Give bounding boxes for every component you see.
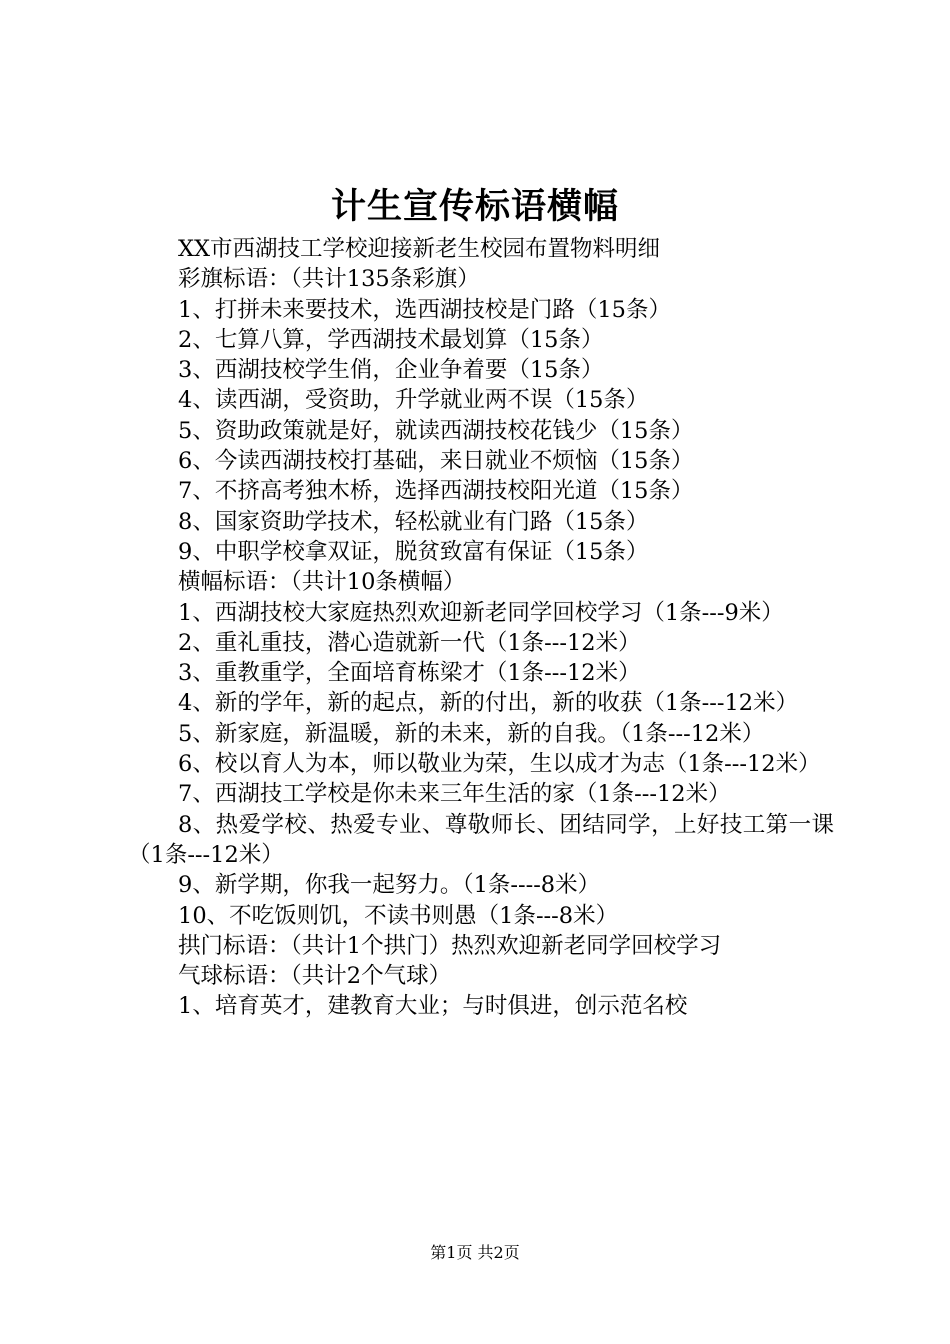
banner-item: 8、热爱学校、热爱专业、尊敬师长、团结同学，上好技工第一课（1条---12米）: [128, 811, 834, 868]
banner-item: 4、新的学年，新的起点，新的付出，新的收获（1条---12米）: [178, 690, 799, 717]
flag-item: 7、不挤高考独木桥，选择西湖技校阳光道（15条）: [178, 478, 694, 505]
banner-item: 6、校以育人为本，师以敬业为荣，生以成才为志（1条---12米）: [178, 751, 821, 778]
flag-item: 9、中职学校拿双证，脱贫致富有保证（15条）: [178, 538, 649, 565]
banner-item: 3、重教重学，全面培育栋梁才（1条---12米）: [178, 660, 641, 687]
flag-item: 3、西湖技校学生俏，企业争着要（15条）: [178, 357, 604, 384]
flag-item: 2、七算八算，学西湖技术最划算（15条）: [178, 326, 604, 353]
balloon-item: 1、培育英才，建教育大业；与时俱进，创示范名校: [178, 993, 688, 1020]
flag-item: 1、打拼未来要技术，选西湖技校是门路（15条）: [178, 296, 671, 323]
flag-item: 5、资助政策就是好，就读西湖技校花钱少（15条）: [178, 417, 694, 444]
flag-item: 6、今读西湖技校打基础，来日就业不烦恼（15条）: [178, 448, 694, 475]
banner-item: 7、西湖技工学校是你未来三年生活的家（1条---12米）: [178, 781, 731, 808]
banner-heading: 横幅标语：（共计10条横幅）: [178, 569, 466, 596]
arch-line: 拱门标语：（共计1个拱门）热烈欢迎新老同学回校学习: [178, 932, 722, 959]
banner-item: 1、西湖技校大家庭热烈欢迎新老同学回校学习（1条---9米）: [178, 599, 784, 626]
banner-item: 2、重礼重技，潜心造就新一代（1条---12米）: [178, 629, 641, 656]
banner-item: 9、新学期，你我一起努力。（1条----8米）: [178, 872, 601, 899]
banner-item: 10、不吃饭则饥，不读书则愚（1条---8米）: [178, 902, 619, 929]
flag-heading: 彩旗标语：（共计135条彩旗）: [178, 266, 480, 293]
banner-item: 5、新家庭，新温暖，新的未来，新的自我。（1条---12米）: [178, 720, 765, 747]
flag-item: 8、国家资助学技术，轻松就业有门路（15条）: [178, 508, 649, 535]
flag-item: 4、读西湖，受资助，升学就业两不误（15条）: [178, 387, 649, 414]
balloon-heading: 气球标语：（共计2个气球）: [178, 963, 452, 990]
document-title: 计生宣传标语横幅: [330, 186, 619, 227]
page-footer: 第1页 共2页: [430, 1243, 520, 1262]
intro-line: XX市西湖技工学校迎接新老生校园布置物料明细: [178, 236, 661, 262]
document-body: [128, 234, 834, 1022]
